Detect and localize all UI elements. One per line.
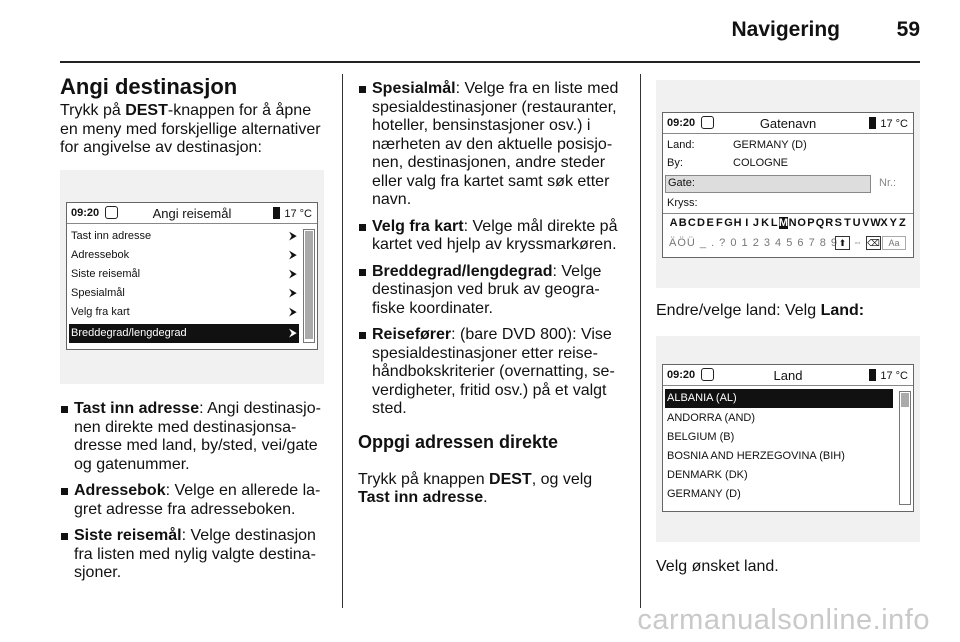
by-label: By: <box>667 157 683 169</box>
keyboard-digits[interactable]: ÄÖÜ _ . ? 0 1 2 3 4 5 6 7 8 9 <box>669 237 839 249</box>
chevron-right-icon: ⮞ <box>289 306 297 318</box>
keyboard-key-s[interactable]: S <box>834 217 842 229</box>
menu-item-adressebok[interactable]: Adressebok ⮞ <box>69 246 299 265</box>
arrow-up-key-icon[interactable]: ⬆ <box>835 236 850 250</box>
gate-label: Gate: <box>668 177 695 189</box>
keyboard-key-h[interactable]: H <box>733 217 742 229</box>
nr-label: Nr.: <box>879 177 897 189</box>
bullet-breddegrad-lengdegrad: Breddegrad/lengdegrad: Velge destinasjon ved bruk av geogra-fiske koordinater. <box>358 263 626 319</box>
thermometer-icon <box>869 369 876 381</box>
keyboard-key-j[interactable]: J <box>752 217 759 229</box>
keyboard-key-l[interactable]: L <box>770 217 778 229</box>
case-toggle-key[interactable]: Aa <box>882 236 906 250</box>
keyboard-key-k[interactable]: K <box>761 217 770 229</box>
list-item-country[interactable]: GERMANY (D) <box>667 488 741 500</box>
keyboard-divider <box>663 213 913 214</box>
cursor-move-key-icon[interactable]: ⇔ <box>853 237 862 247</box>
bullet-spesialmal: Spesialmål: Velge fra en liste med spesialdestinasjoner (restauranter, hoteller, bensinstasjoner osv.) i nærheten av den aktuelle posisjo-nen, destinasjonen, andre steder eller valg fra kartet samt søk etter navn. <box>358 80 626 210</box>
keyboard-key-c[interactable]: C <box>687 217 696 229</box>
heading-oppgi-adressen-direkte: Oppgi adressen direkte <box>358 431 559 452</box>
keyboard-key-b[interactable]: B <box>678 217 687 229</box>
scroll-thumb[interactable] <box>305 231 313 339</box>
thermometer-icon <box>869 117 876 129</box>
temperature: 17 °C <box>273 207 312 220</box>
page-header <box>0 0 960 60</box>
screen-panel-angi-reisemal <box>60 170 324 384</box>
direct-address-paragraph: Trykk på knappen DEST, og velg Tast inn adresse. <box>358 470 593 506</box>
keyboard-letters <box>669 217 907 233</box>
dest-keyword: DEST <box>125 102 168 119</box>
clock: 09:20 <box>667 117 696 129</box>
clock: 09:20 <box>71 207 100 219</box>
keyboard-key-e[interactable]: E <box>706 217 714 229</box>
scroll-thumb[interactable] <box>901 393 909 407</box>
bullet-velg-fra-kart: Velg fra kart: Velge mål direkte på kartet ved hjelp av kryssmarkøren. <box>358 218 626 255</box>
status-bar <box>67 203 317 224</box>
chevron-right-icon: ⮞ <box>289 268 297 280</box>
middle-column <box>358 80 626 508</box>
kryss-label: Kryss: <box>667 197 698 209</box>
bullet-reisefører: Reisefører: (bare DVD 800): Vise spesialdestinasjoner etter reise-håndbokskriterier (overnatting, se-verdigheter, fritid osv.) på et valgt sted. <box>358 326 626 419</box>
caption-velg-land: Velg ønsket land. <box>656 558 779 575</box>
heading-angi-destinasjon: Angi destinasjon <box>60 74 238 99</box>
keyboard-key-x[interactable]: X <box>880 217 888 229</box>
clock: 09:20 <box>667 369 696 381</box>
scrollbar[interactable] <box>303 229 315 343</box>
keyboard-key-g[interactable]: G <box>724 217 733 229</box>
keyboard-key-f[interactable]: F <box>715 217 723 229</box>
screen-title: Angi reisemål <box>152 206 232 221</box>
menu-item-velg-fra-kart[interactable]: Velg fra kart ⮞ <box>69 303 299 322</box>
keyboard-key-y[interactable]: Y <box>889 217 897 229</box>
column-divider <box>342 74 343 608</box>
list-item-country[interactable]: DENMARK (DK) <box>667 469 748 481</box>
keyboard-key-u[interactable]: U <box>852 217 861 229</box>
status-bar <box>663 113 913 134</box>
screen-panel-land <box>656 336 920 542</box>
chevron-right-icon: ⮞ <box>289 230 297 242</box>
keyboard-key-q[interactable]: Q <box>815 217 825 229</box>
status-bar <box>663 365 913 386</box>
keyboard-key-i[interactable]: I <box>745 217 749 229</box>
temperature: 17 °C <box>869 369 908 382</box>
left-bullets <box>60 400 330 591</box>
watermark: carmanualsonline.info <box>637 604 930 636</box>
by-value[interactable]: COLOGNE <box>733 157 789 169</box>
menu-item-spesialmal[interactable]: Spesialmål ⮞ <box>69 284 299 303</box>
screen-angi-reisemal <box>66 202 318 350</box>
keyboard-key-d[interactable]: D <box>697 217 705 229</box>
keyboard-key-z[interactable]: Z <box>899 217 906 229</box>
caption-endre-land: Endre/velge land: Velg Land: <box>656 302 865 319</box>
list-item-country[interactable]: BELGIUM (B) <box>667 431 735 443</box>
keyboard-key-o[interactable]: O <box>797 217 806 229</box>
keyboard-key-n[interactable]: N <box>788 217 797 229</box>
screen-land <box>662 364 914 512</box>
land-label: Land: <box>667 139 695 151</box>
screen-title: Land <box>773 368 803 383</box>
keyboard-key-r[interactable]: R <box>825 217 834 229</box>
backspace-key-icon[interactable]: ⌫ <box>867 238 880 248</box>
bullet-siste-reisemal: Siste reisemål: Velge destinasjon fra listen med nylig valgte destina-sjoner. <box>60 527 330 583</box>
keyboard-key-p[interactable]: P <box>807 217 815 229</box>
keyboard-key-v[interactable]: V <box>862 217 870 229</box>
thermometer-icon <box>273 207 280 219</box>
scrollbar[interactable] <box>899 391 911 505</box>
screen-panel-gatenavn <box>656 80 920 288</box>
left-column <box>60 74 330 158</box>
keyboard-key-t[interactable]: T <box>844 217 851 229</box>
column-divider <box>640 74 641 608</box>
page-number: 59 <box>896 18 920 41</box>
gate-input[interactable] <box>665 175 871 193</box>
menu-item-tast-inn-adresse[interactable]: Tast inn adresse ⮞ <box>69 227 299 246</box>
temperature: 17 °C <box>869 117 908 130</box>
screen-title: Gatenavn <box>759 116 817 131</box>
section-title: Navigering <box>731 18 840 41</box>
list-item-country[interactable]: ANDORRA (AND) <box>667 412 756 424</box>
keyboard-key-a[interactable]: A <box>669 217 678 229</box>
land-value[interactable]: GERMANY (D) <box>733 139 807 151</box>
screen-gatenavn <box>662 112 914 258</box>
chevron-right-icon: ⮞ <box>289 249 297 261</box>
keyboard-key-w[interactable]: W <box>870 217 881 229</box>
bullet-adressebok: Adressebok: Velge en allerede la-gret adresse fra adresseboken. <box>60 482 330 519</box>
keyboard-key-m[interactable]: M <box>778 217 789 229</box>
chevron-right-icon: ⮞ <box>289 327 297 339</box>
chevron-right-icon: ⮞ <box>289 287 297 299</box>
menu-item-breddegrad-lengdegrad[interactable]: Breddegrad/lengdegrad ⮞ <box>69 324 299 343</box>
intro-paragraph: Trykk på DEST-knappen for å åpne en meny med forskjellige alternativer for angivelse av destinasjon: <box>60 102 321 156</box>
list-item-country[interactable]: ALBANIA (AL) <box>665 389 893 408</box>
header-rule <box>60 61 920 63</box>
list-item-country[interactable]: BOSNIA AND HERZEGOVINA (BIH) <box>667 450 845 462</box>
menu-item-siste-reisemal[interactable]: Siste reisemål ⮞ <box>69 265 299 284</box>
bullet-tast-inn-adresse: Tast inn adresse: Angi destinasjo-nen direkte med destinasjonsa-dresse med land, by/sted, vei/gate og gatenummer. <box>60 400 330 474</box>
